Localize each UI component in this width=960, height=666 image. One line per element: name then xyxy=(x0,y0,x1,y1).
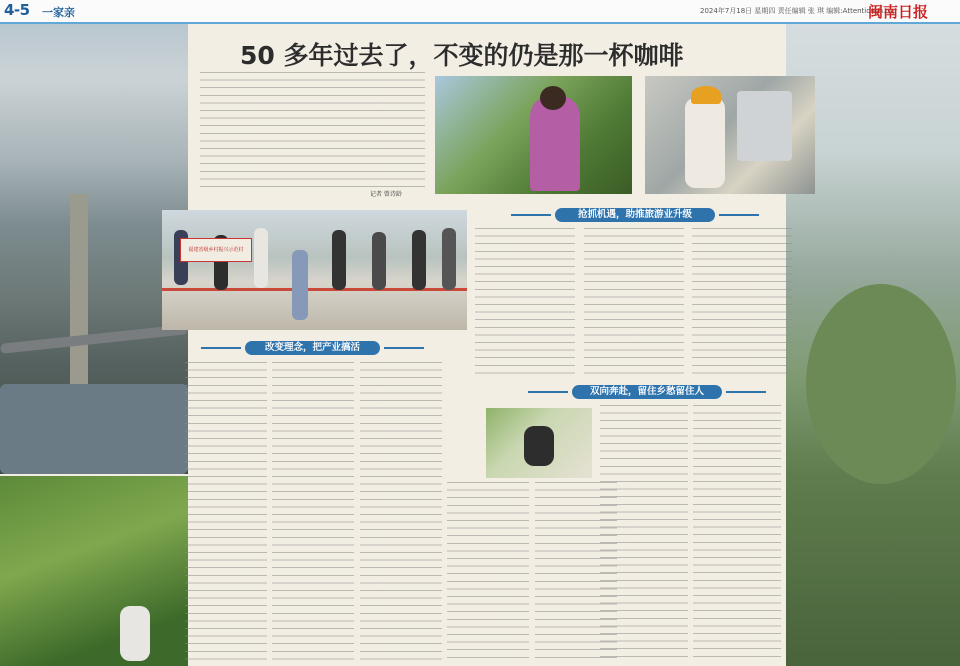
subhead-opportunity: 抢抓机遇，助推旅游业升级 xyxy=(555,208,715,222)
green-hills-photo xyxy=(0,476,188,666)
body-column-6 xyxy=(360,362,442,662)
title-number: 50 xyxy=(240,41,275,70)
title-text: 多年过去了，不变的仍是那一杯咖啡 xyxy=(283,41,684,70)
subhead-homesick: 双向奔赴，留住乡愁留住人 xyxy=(572,385,722,399)
body-column-4 xyxy=(185,362,267,662)
body-column-7 xyxy=(447,482,529,662)
section-name: 一家亲 xyxy=(42,6,75,19)
coffee-shop-photo xyxy=(486,408,592,478)
coffee-factory-photo xyxy=(645,76,815,194)
city-river-photo xyxy=(0,24,188,474)
body-column-10 xyxy=(693,405,781,662)
article-title xyxy=(240,36,684,72)
masthead-logo: 闽南日报 xyxy=(868,3,929,21)
body-column-9 xyxy=(600,405,688,662)
road-sign: 福建省级乡村振兴示范村 xyxy=(180,238,252,262)
body-column-5 xyxy=(272,362,354,662)
page-number: 4-5 xyxy=(4,1,30,19)
body-column-3 xyxy=(692,228,792,378)
village-road-photo xyxy=(162,210,467,330)
header-meta: 2024年7月18日 星期四 责任编辑 张 琪 编辑:Attentionsh.cn xyxy=(700,7,894,15)
intro-text xyxy=(200,72,425,190)
body-column-1 xyxy=(475,228,575,378)
body-column-2 xyxy=(584,228,684,378)
coffee-farm-photo xyxy=(435,76,632,194)
subhead-industry: 改变理念，把产业搞活 xyxy=(245,341,380,355)
author-byline: 记者 曾诗龄 xyxy=(370,191,402,198)
